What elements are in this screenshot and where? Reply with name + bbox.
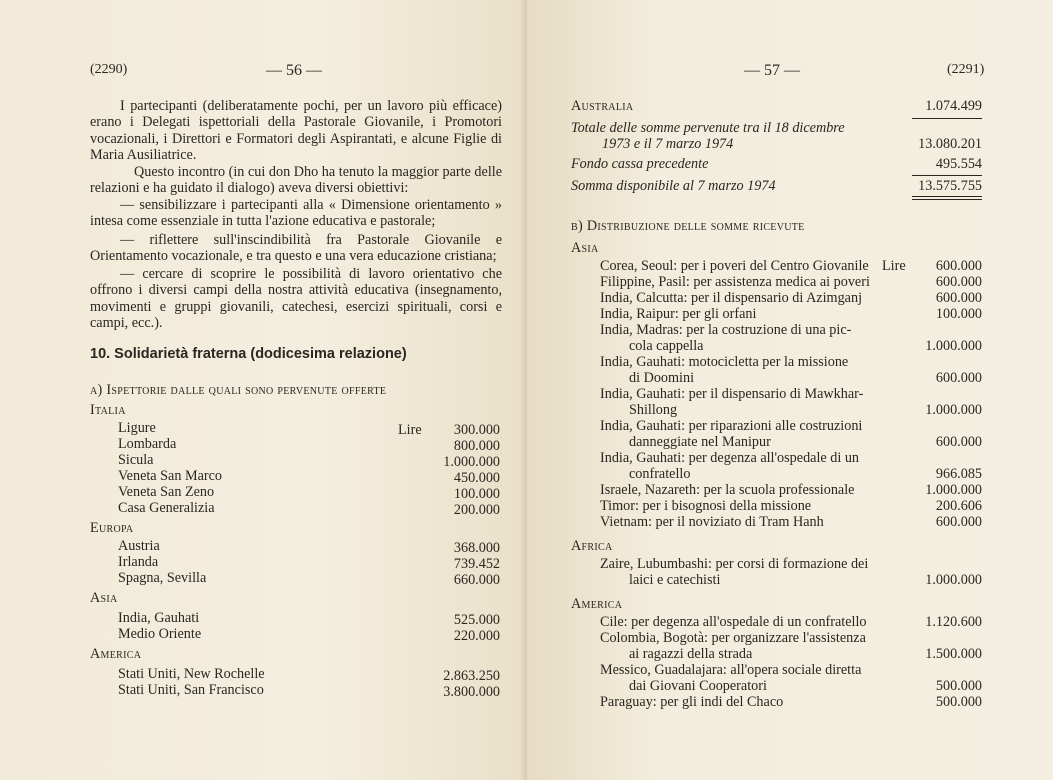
offering-amount: 368.000 <box>453 540 500 556</box>
paragraph: — cercare di scoprire le possibilità di lavoro orientativo che offrono i diversi campi della nostra attività educativa (insegnamento, movimenti e gruppi giovanili, catechesi, esercizi spirituali, corsi e campi, ecc.). <box>90 266 502 332</box>
offering-label: India, Gauhati <box>118 610 200 626</box>
offering-label: Ligure <box>118 420 156 436</box>
page-code-left: (2290) <box>90 62 128 77</box>
total-label: Fondo cassa precedente <box>571 156 709 172</box>
distribution-item: Colombia, Bogotà: per organizzare l'assistenza <box>600 630 866 646</box>
distribution-amount: 600.000 <box>935 514 982 530</box>
group-heading: Asia <box>90 590 118 606</box>
offering-amount: 3.800.000 <box>443 684 500 700</box>
offering-label: Stati Uniti, New Rochelle <box>118 666 265 682</box>
distribution-item: India, Gauhati: per riparazioni alle costruzioni <box>600 418 863 434</box>
group-heading: Italia <box>90 402 126 418</box>
offering-amount: 100.000 <box>453 486 500 502</box>
offering-label: Irlanda <box>118 554 159 570</box>
page-number-right: — 57 — <box>744 62 800 79</box>
distribution-amount: 600.000 <box>935 434 982 450</box>
offering-label: Veneta San Marco <box>118 468 223 484</box>
offering-label: Lombarda <box>118 436 177 452</box>
group-heading: Africa <box>571 538 613 554</box>
distribution-item: India, Madras: per la costruzione di una pic- <box>600 322 852 338</box>
total-amount: 13.080.201 <box>918 136 982 152</box>
offering-amount: 800.000 <box>453 438 500 454</box>
offering-label: Sicula <box>118 452 154 468</box>
distribution-item: Timor: per i bisognosi della missione <box>600 498 812 514</box>
distribution-item: Paraguay: per gli indi del Chaco <box>600 694 784 710</box>
distribution-item: ai ragazzi della strada <box>629 646 753 662</box>
distribution-amount: 1.000.000 <box>925 572 982 588</box>
paragraph: — sensibilizzare i partecipanti alla « Dimensione orientamento » intesa come essenziale in tutta l'azione educativa e pastorale; <box>90 197 502 230</box>
offering-label: Stati Uniti, San Francisco <box>118 682 264 698</box>
distribution-item: Cile: per degenza all'ospedale di un confratello <box>600 614 867 630</box>
distribution-item: Vietnam: per il noviziato di Tram Hanh <box>600 514 824 530</box>
distribution-item: Corea, Seoul: per i poveri del Centro Giovanile <box>600 258 869 274</box>
total-label: Australia <box>571 98 634 114</box>
currency-label: Lire <box>882 258 906 274</box>
offering-amount: 2.863.250 <box>443 668 500 684</box>
total-label: Somma disponibile al 7 marzo 1974 <box>571 178 776 194</box>
offering-label: Casa Generalizia <box>118 500 215 516</box>
group-heading: Asia <box>571 240 599 256</box>
offering-amount: 525.000 <box>453 612 500 628</box>
offering-amount: 660.000 <box>453 572 500 588</box>
rule-line <box>912 175 982 176</box>
total-label: Totale delle somme pervenute tra il 18 dicembre <box>571 120 845 136</box>
total-amount: 495.554 <box>935 156 982 172</box>
total-amount: 1.074.499 <box>925 98 982 114</box>
distribution-item: India, Calcutta: per il dispensario di Azimganj <box>600 290 863 306</box>
distribution-item: Zaire, Lubumbashi: per corsi di formazione dei <box>600 556 869 572</box>
subsection-heading: a) Ispettorie dalle quali sono pervenute offerte <box>90 382 387 398</box>
distribution-item: India, Gauhati: per degenza all'ospedale di un <box>600 450 860 466</box>
distribution-item: Shillong <box>629 402 678 418</box>
distribution-item: danneggiate nel Manipur <box>629 434 771 450</box>
distribution-item: Filippine, Pasil: per assistenza medica ai poveri <box>600 274 870 290</box>
distribution-amount: 600.000 <box>935 274 982 290</box>
distribution-amount: 500.000 <box>935 694 982 710</box>
distribution-item: dai Giovani Cooperatori <box>629 678 767 694</box>
group-heading: Europa <box>90 520 134 536</box>
offering-amount: 200.000 <box>453 502 500 518</box>
page-number-left: — 56 — <box>266 62 322 79</box>
offering-label: Medio Oriente <box>118 626 202 642</box>
distribution-amount: 500.000 <box>935 678 982 694</box>
offering-label: Austria <box>118 538 160 554</box>
distribution-amount: 600.000 <box>935 290 982 306</box>
distribution-item: India, Gauhati: per il dispensario di Mawkhar- <box>600 386 864 402</box>
subsection-heading: b) Distribuzione delle somme ricevute <box>571 218 805 234</box>
distribution-amount: 600.000 <box>935 258 982 274</box>
distribution-item: cola cappella <box>629 338 704 354</box>
distribution-amount: 100.000 <box>935 306 982 322</box>
page-code-right: (2291) <box>947 62 985 77</box>
paragraph: Questo incontro (in cui don Dho ha tenuto la maggior parte delle relazioni e ha guidato il dialogo) aveva diversi obiettivi: <box>90 164 502 197</box>
distribution-amount: 1.120.600 <box>925 614 982 630</box>
distribution-amount: 1.000.000 <box>925 402 982 418</box>
currency-label: Lire <box>398 422 422 438</box>
paragraph: I partecipanti (deliberatamente pochi, per un lavoro più efficace) erano i Delegati ispettoriali della Pastorale Giovanile, i Promotori vocazionali, i Direttori e Formatori degli Aspirantati, e alcune Figlie di Maria Ausiliatrice. <box>90 98 502 164</box>
rule-line <box>912 196 982 197</box>
distribution-amount: 1.500.000 <box>925 646 982 662</box>
section-title: 10. Solidarietà fraterna (dodicesima relazione) <box>90 346 407 362</box>
offering-amount: 739.452 <box>453 556 500 572</box>
rule-line <box>912 199 982 200</box>
distribution-amount: 1.000.000 <box>925 338 982 354</box>
total-label: 1973 e il 7 marzo 1974 <box>602 136 734 152</box>
right-page <box>527 0 1053 780</box>
offering-label: Spagna, Sevilla <box>118 570 207 586</box>
distribution-amount: 200.606 <box>935 498 982 514</box>
paragraph: — riflettere sull'inscindibilità fra Pastorale Giovanile e Orientamento vocazionale, e tra questo e una vera educazione cristiana; <box>90 232 502 265</box>
offering-amount: 220.000 <box>453 628 500 644</box>
distribution-amount: 966.085 <box>935 466 982 482</box>
group-heading: America <box>90 646 142 662</box>
rule-line <box>912 118 982 119</box>
distribution-amount: 1.000.000 <box>925 482 982 498</box>
distribution-item: India, Gauhati: motocicletta per la missione <box>600 354 849 370</box>
distribution-item: India, Raipur: per gli orfani <box>600 306 757 322</box>
offering-amount: 450.000 <box>453 470 500 486</box>
distribution-item: di Doomini <box>629 370 695 386</box>
offering-amount: 1.000.000 <box>443 454 500 470</box>
offering-amount: 300.000 <box>453 422 500 438</box>
distribution-item: Israele, Nazareth: per la scuola professionale <box>600 482 855 498</box>
distribution-item: laici e catechisti <box>629 572 721 588</box>
total-amount: 13.575.755 <box>918 178 982 194</box>
distribution-item: confratello <box>629 466 691 482</box>
distribution-item: Messico, Guadalajara: all'opera sociale diretta <box>600 662 862 678</box>
distribution-amount: 600.000 <box>935 370 982 386</box>
offering-label: Veneta San Zeno <box>118 484 215 500</box>
group-heading: America <box>571 596 623 612</box>
